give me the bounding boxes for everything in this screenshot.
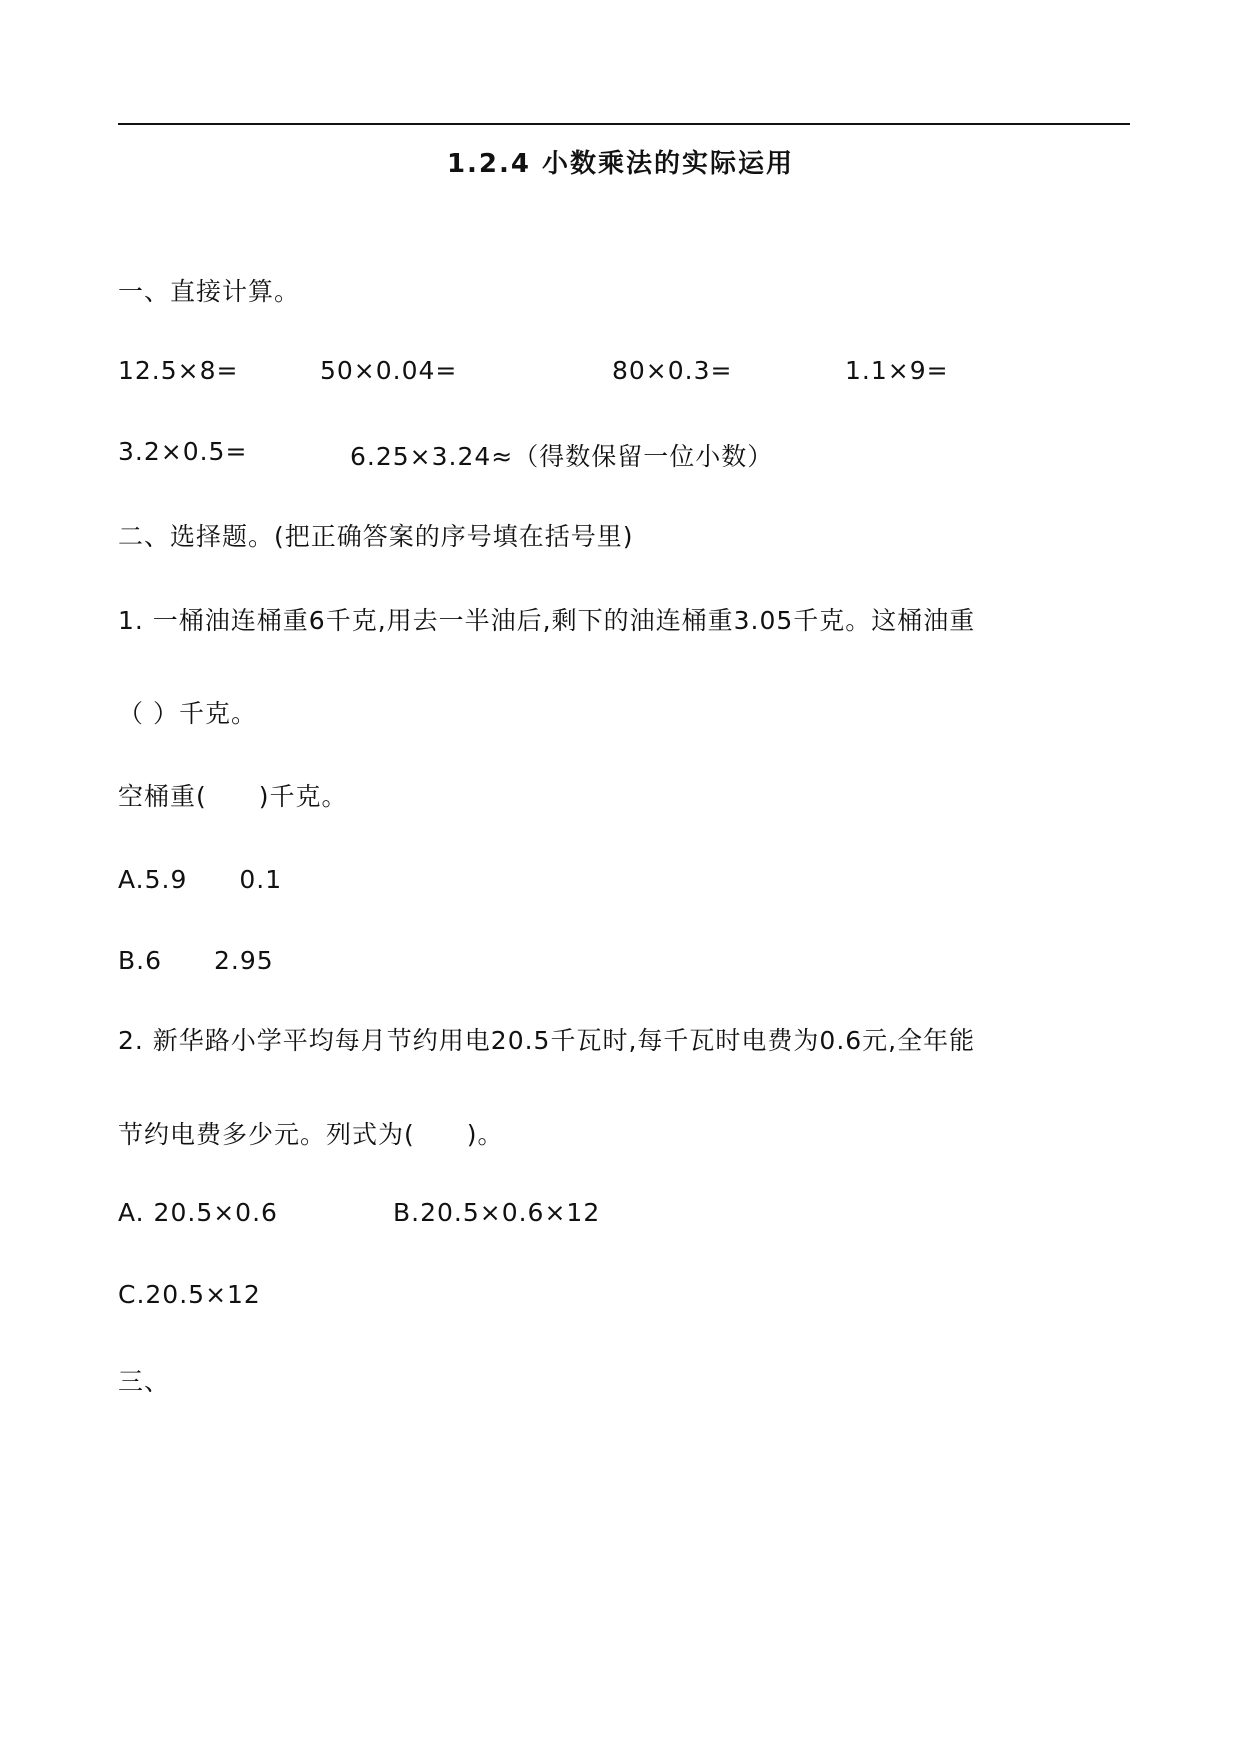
question1-text: 1. 一桶油连桶重6千克,用去一半油后,剩下的油连桶重3.05千克。这桶油重 xyxy=(118,606,976,635)
calc-item: 12.5×8= xyxy=(118,356,239,385)
question1-option-a: A.5.9 0.1 xyxy=(118,865,283,894)
question2-option-c: C.20.5×12 xyxy=(118,1280,261,1309)
calc-item: 80×0.3= xyxy=(612,356,733,385)
calc-item: 50×0.04= xyxy=(320,356,458,385)
calc-item: 1.1×9= xyxy=(845,356,949,385)
question2-text: 2. 新华路小学平均每月节约用电20.5千瓦时,每千瓦时电费为0.6元,全年能 xyxy=(118,1026,976,1055)
calc-item: 6.25×3.24≈（得数保留一位小数） xyxy=(350,442,774,471)
section1-heading: 一、直接计算。 xyxy=(118,277,301,306)
calc-item: 3.2×0.5= xyxy=(118,437,248,466)
question1-text-cont: （ ）千克。 xyxy=(118,699,257,728)
page-title: 1.2.4 小数乘法的实际运用 xyxy=(446,149,795,179)
question2-text-cont: 节约电费多少元。列式为( )。 xyxy=(118,1120,504,1149)
section3-heading: 三、 xyxy=(118,1367,171,1396)
question1-option-b: B.6 2.95 xyxy=(118,946,274,975)
header-rule xyxy=(118,123,1130,125)
question2-option-a: A. 20.5×0.6 xyxy=(118,1198,278,1227)
question2-option-b: B.20.5×0.6×12 xyxy=(393,1198,601,1227)
section2-heading: 二、选择题。(把正确答案的序号填在括号里) xyxy=(118,522,634,551)
question1-subquestion: 空桶重( )千克。 xyxy=(118,782,348,811)
